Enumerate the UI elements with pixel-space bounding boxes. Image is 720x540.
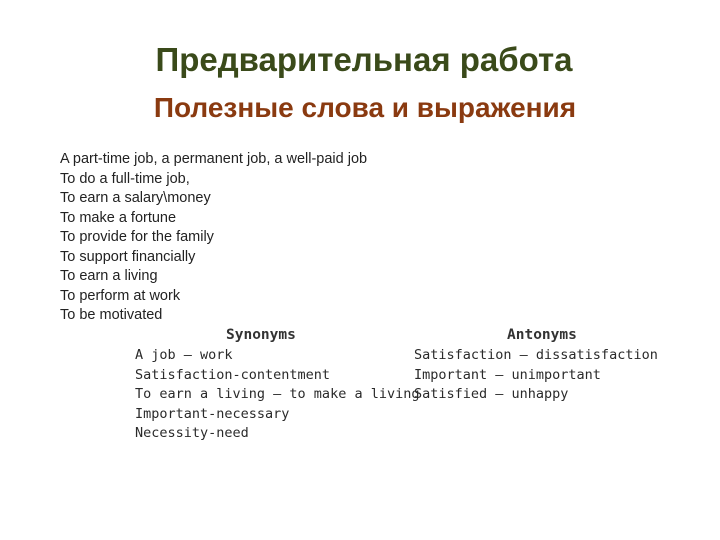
synonym-item: A job – work (135, 347, 233, 363)
phrase-item: To do a full-time job, (60, 170, 190, 187)
antonyms-list (414, 346, 658, 405)
synonyms-heading: Synonyms (226, 327, 296, 343)
synonym-item: Necessity-need (135, 425, 249, 441)
slide-subtitle: Полезные слова и выражения (153, 92, 577, 123)
antonym-item: Satisfaction – dissatisfaction (414, 347, 658, 363)
synonyms-list (135, 346, 419, 444)
phrase-item: To be motivated (60, 307, 163, 323)
synonym-item: To earn a living – to make a living (135, 386, 420, 402)
phrase-item: To make a fortune (60, 209, 177, 226)
antonyms-heading: Antonyms (507, 327, 577, 343)
phrase-item: To earn a living (60, 268, 158, 284)
synonym-item: Important-necessary (135, 405, 290, 422)
phrase-item: To perform at work (60, 287, 181, 304)
phrase-list (60, 150, 367, 326)
phrase-item: A part-time job, a permanent job, a well-paid job (60, 151, 368, 167)
phrase-item: To support financially (60, 248, 196, 265)
phrase-item: To provide for the family (60, 229, 214, 245)
antonym-item: Satisfied – unhappy (414, 386, 569, 402)
slide-title: Предварительная работа (155, 41, 573, 78)
synonym-item: Satisfaction-contentment (135, 366, 331, 383)
phrase-item: To earn a salary\money (60, 190, 211, 206)
antonym-item: Important – unimportant (414, 366, 601, 383)
